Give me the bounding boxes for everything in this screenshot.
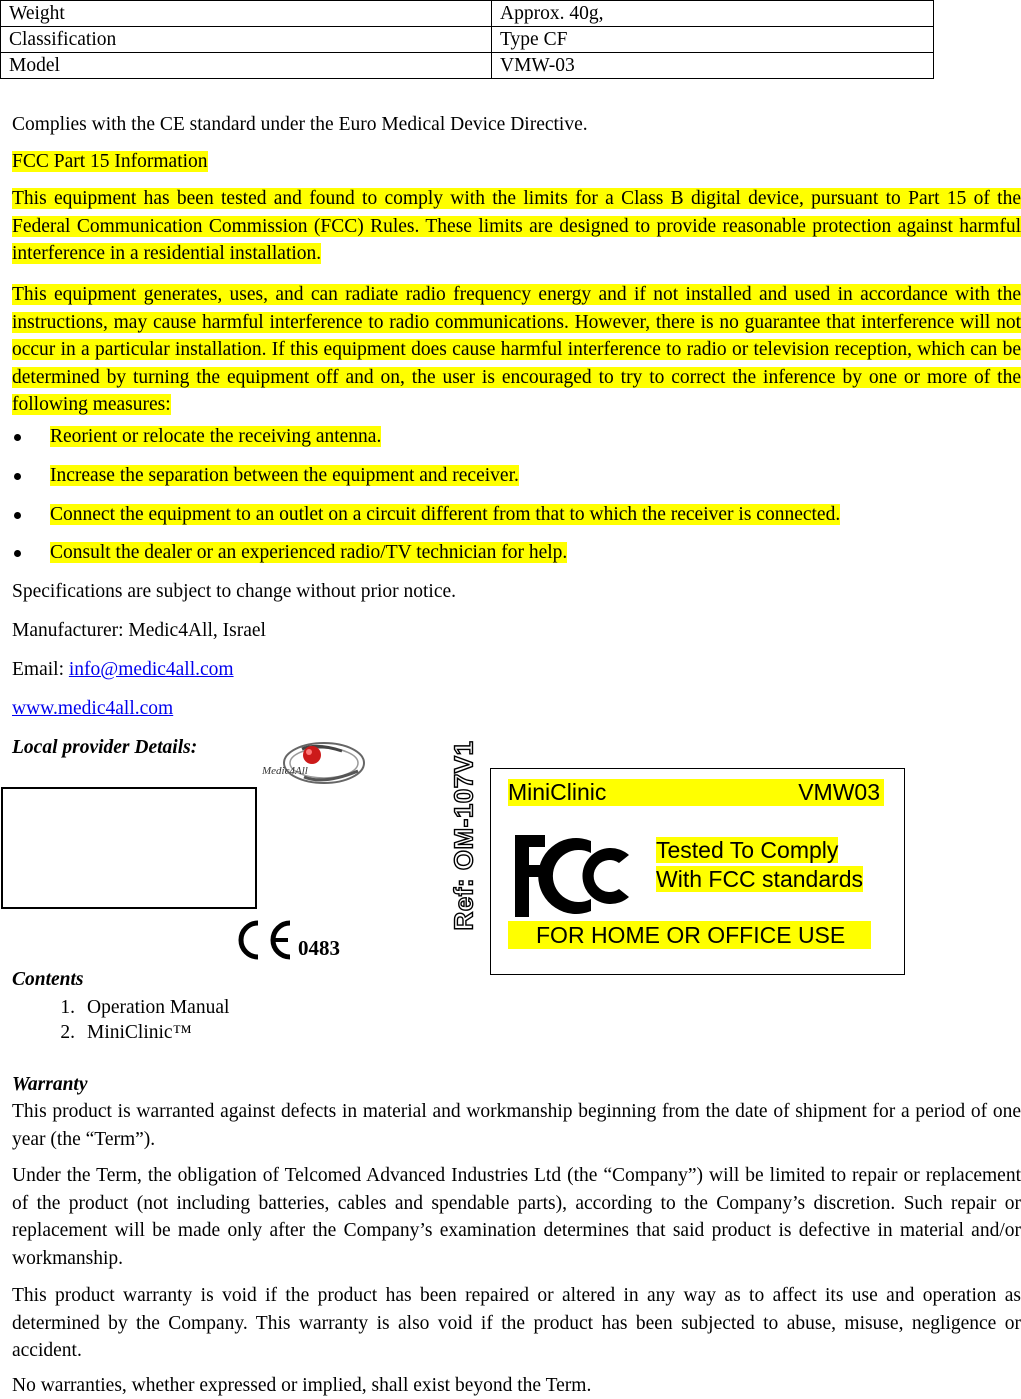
spec-row-model (1, 53, 934, 79)
spec-row-weight (1, 1, 934, 27)
fcc-label-product: MiniClinic (508, 779, 607, 805)
bullet-icon (12, 541, 50, 565)
spec-key: Model (1, 53, 492, 79)
warranty-paragraph-4: No warranties, whether expressed or implied, shall exist beyond the Term. (12, 1375, 592, 1396)
logo-text: Medic4All (262, 765, 308, 777)
fcc-tested-line-2: With FCC standards (656, 866, 864, 892)
spec-key: Weight (1, 1, 492, 27)
measure-item (12, 425, 381, 449)
spec-table (0, 0, 934, 79)
measure-text: Increase the separation between the equipment and receiver. (50, 465, 519, 486)
spec-value: VMW-03 (492, 53, 934, 79)
ce-mark-icon (232, 916, 296, 964)
email-label: Email: (12, 659, 69, 680)
measure-item (12, 464, 519, 488)
email-link[interactable]: info@medic4all.com (68, 659, 234, 680)
bullet-icon (12, 425, 50, 449)
local-provider-box (1, 787, 257, 909)
warranty-paragraph-1: This product is warranted against defects in material and workmanship beginning from the date of shipment for a period of one year (the “Term”). (12, 1101, 1021, 1150)
spec-value: Approx. 40g, (492, 1, 934, 27)
spec-key: Classification (1, 27, 492, 53)
measure-item (12, 541, 567, 565)
ref-code: Ref: OM-107V1 (448, 740, 479, 931)
fcc-paragraph-2: This equipment generates, uses, and can radiate radio frequency energy and if not installed and used in accordance with the instructions, may cause harmful interference to radio communications. However, there is no guarantee that interference will not occur in a particular installation. If this equipment does cause harmful interference to radio or television reception, which can be determined by turning the equipment off and on, the user is encouraged to try to correct the inference by one or more of the following measures: (12, 284, 1021, 415)
fcc-paragraph-1: This equipment has been tested and found to comply with the limits for a Class B digital device, pursuant to Part 15 of the Federal Communication Commission (FCC) Rules. These limits are designed to provide reasonable protection against harmful interference in a residential installation. (12, 188, 1021, 264)
warranty-paragraph-3: This product warranty is void if the product has been repaired or altered in any way as to affect its use and operation as determined by the Company. This warranty is also void if the product has been subjected to abuse, misuse, negligence or accident. (12, 1285, 1021, 1361)
ce-statement: Complies with the CE standard under the Euro Medical Device Directive. (12, 114, 588, 135)
bullet-icon (12, 503, 50, 527)
spec-row-classification (1, 27, 934, 53)
contents-heading: Contents (12, 969, 84, 990)
medic4all-logo (262, 741, 366, 787)
measure-text: Connect the equipment to an outlet on a circuit different from that to which the receiver is connected. (50, 504, 841, 525)
spec-value: Type CF (492, 27, 934, 53)
fcc-use-statement: FOR HOME OR OFFICE USE (508, 921, 871, 949)
fcc-label-model: VMW03 (798, 779, 880, 805)
fcc-tested-line-1: Tested To Comply (656, 837, 839, 863)
list-item: 1. Operation Manual (60, 997, 230, 1018)
ce-number: 0483 (298, 936, 340, 960)
fcc-heading: FCC Part 15 Information (12, 151, 208, 172)
measure-text: Reorient or relocate the receiving antenna. (50, 426, 382, 447)
local-provider-heading: Local provider Details: (12, 737, 198, 758)
contents-list (12, 995, 229, 1045)
manufacturer: Manufacturer: Medic4All, Israel (12, 620, 266, 641)
list-item: 2. MiniClinic™ (60, 1022, 192, 1043)
warranty-paragraph-2: Under the Term, the obligation of Telcomed Advanced Industries Ltd (the “Company”) will be limited to repair or replacement of the product (not including batteries, cables and spendable parts), according to the Company’s discretion. Such repair or replacement will be made only after the Company’s examination determines that said product is defective in material and/or workmanship. (12, 1165, 1021, 1269)
measure-text: Consult the dealer or an experienced radio/TV technician for help. (50, 542, 568, 563)
bullet-icon (12, 464, 50, 488)
fcc-label-header (508, 779, 884, 806)
website-link[interactable]: www.medic4all.com (12, 698, 174, 719)
fcc-logo-icon (511, 831, 641, 921)
fcc-label (490, 768, 905, 975)
spec-notice: Specifications are subject to change without prior notice. (12, 581, 457, 602)
warranty-heading: Warranty (12, 1074, 88, 1095)
email-line (12, 658, 234, 682)
measure-item (12, 503, 840, 527)
